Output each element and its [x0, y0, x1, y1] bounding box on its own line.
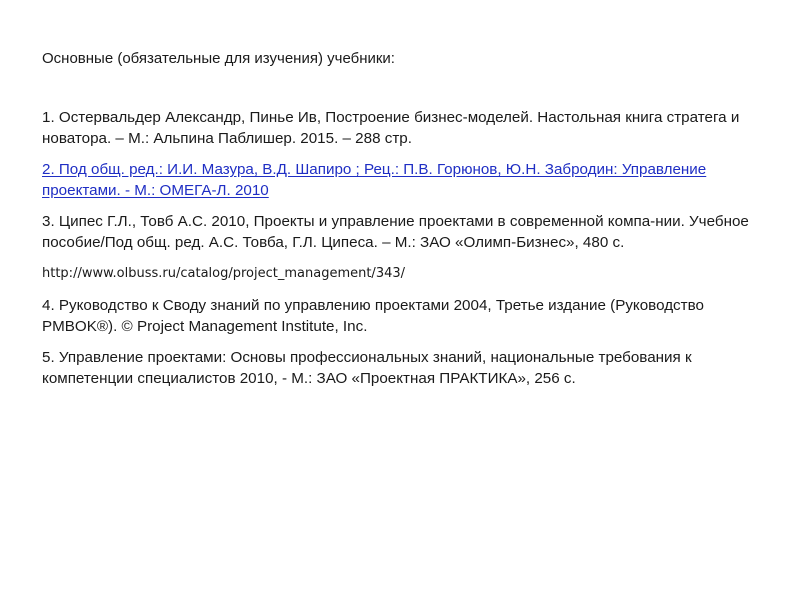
- reference-url: http://www.olbuss.ru/catalog/project_management/343/: [42, 266, 406, 281]
- reference-list: [42, 107, 762, 399]
- reference-link-2[interactable]: 2. Под общ. ред.: И.И. Мазура, В.Д. Шапиро ; Рец.: П.В. Горюнов, Ю.Н. Забродин: Управление проектами. - М.: ОМЕГА-Л. 2010: [42, 161, 707, 199]
- reference-item-5: 5. Управление проектами: Основы профессиональных знаний, национальные требования к компетенции специалистов 2010, - М.: ЗАО «Проектная ПРАКТИКА», 256 с.: [42, 349, 692, 387]
- textbooks-heading: Основные (обязательные для изучения) учебники:: [42, 50, 395, 67]
- reference-item-3: 3. Ципес Г.Л., Товб А.С. 2010, Проекты и управление проектами в современной компа-нии. Учебное пособие/Под общ. ред. А.С. Товба, Г.Л. Ципеса. – М.: ЗАО «Олимп-Бизнес», 480 с.: [42, 213, 749, 251]
- reference-item-4: 4. Руководство к Своду знаний по управлению проектами 2004, Третье издание (Руководство PMBOK®). © Project Management Institute, Inc.: [42, 297, 704, 335]
- reference-item-1: 1. Остервальдер Александр, Пинье Ив, Построение бизнес-моделей. Настольная книга стратега и новатора. – М.: Альпина Паблишер. 2015. – 288 стр.: [42, 109, 740, 147]
